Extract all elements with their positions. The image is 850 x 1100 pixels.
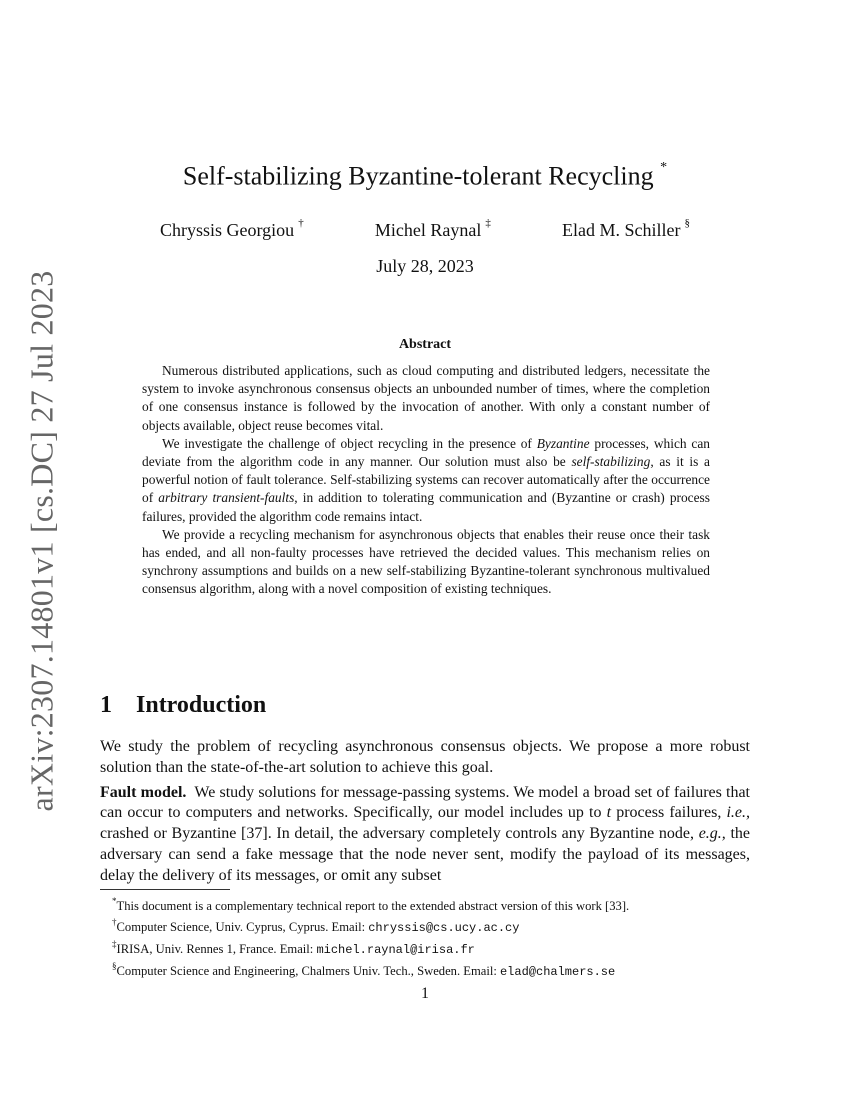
footnote-text: This document is a complementary technical report to the extended abstract version of this work [33]. <box>116 899 630 914</box>
paper-title-text: Self-stabilizing Byzantine-tolerant Recycling <box>182 161 654 191</box>
author-2 <box>375 214 491 242</box>
title-footnote-mark: * <box>660 160 668 175</box>
text-run: , in addition to tolerating communication and (Byzantine or crash) process failures, provided the algorithm code remains intact. <box>142 490 710 524</box>
section-body <box>100 737 750 891</box>
author-footnote-mark: † <box>298 217 304 229</box>
footnote-text: Computer Science, Univ. Cyprus, Cyprus. Email: <box>116 920 369 935</box>
fault-model-label: Fault model. <box>100 783 187 801</box>
abstract-paragraph-2 <box>142 435 710 526</box>
email-link[interactable]: michel.raynal@irisa.fr <box>316 943 475 958</box>
text-run: processes, which can deviate from the algorithm code in any manner. Our solution must also be <box>142 435 710 470</box>
text-run: the adversary can send a fake message that the node never sent, modify the payload of its messages, delay the delivery of its messages, or omit any subset <box>100 825 751 884</box>
footnote <box>100 959 750 981</box>
author-1 <box>160 214 304 242</box>
section-heading <box>100 690 266 720</box>
footnote-mark: § <box>112 960 117 971</box>
footnote <box>100 894 750 915</box>
author-name: Michel Raynal <box>374 220 482 240</box>
emphasis-byzantine: Byzantine <box>536 435 590 451</box>
email-link[interactable]: elad@chalmers.se <box>499 965 616 980</box>
footnote <box>100 915 750 937</box>
footnote-divider <box>100 889 230 890</box>
emphasis-ie: i.e., <box>726 804 750 822</box>
intro-paragraph: We study the problem of recycling asynchronous consensus objects. We propose a more robust solution than the state-of-the-art solution to achieve this goal. <box>100 738 750 776</box>
footnote <box>100 937 750 959</box>
footnote-text: IRISA, Univ. Rennes 1, France. Email: <box>116 942 317 957</box>
emphasis-transient-faults: arbitrary transient-faults <box>158 490 295 506</box>
footnote-mark: † <box>112 916 117 927</box>
author-name: Chryssis Georgiou <box>160 220 295 240</box>
emphasis-self-stabilizing: self-stabilizing <box>571 454 651 470</box>
abstract-body <box>142 362 710 599</box>
author-footnote-mark: ‡ <box>485 217 491 229</box>
abstract-paragraph-3: We provide a recycling mechanism for asynchronous objects that enables their reuse once their task has ended, and all non-faulty processes have retrieved the decided values. This mechanism relies on synchrony assumptions and builds on a new self-stabilizing Byzantine-tolerant synchronous multivalued consensus algorithm, along with a novel composition of existing techniques. <box>142 526 710 597</box>
footnote-mark: ‡ <box>112 938 117 949</box>
page-number: 1 <box>421 985 429 1002</box>
fault-model-paragraph <box>100 783 750 887</box>
math-variable-t: t <box>606 804 612 822</box>
footnotes <box>100 894 750 981</box>
section-title: Introduction <box>136 692 267 718</box>
arxiv-identifier: arXiv:2307.14801v1 [cs.DC] 27 Jul 2023 <box>23 270 60 812</box>
author-list <box>160 214 690 242</box>
paper-title <box>100 155 750 194</box>
text-run: We study solutions for message-passing systems. We model a broad set of failures that can occur to computers and networks. Specifically, our model includes up to <box>100 783 751 822</box>
text-run: We investigate the challenge of object recycling in the presence of <box>162 435 537 451</box>
author-name: Elad M. Schiller <box>562 220 681 240</box>
abstract-heading: Abstract <box>398 337 452 352</box>
author-3 <box>562 214 690 242</box>
footnote-mark: * <box>112 896 117 906</box>
email-link[interactable]: chryssis@cs.ucy.ac.cy <box>368 921 520 936</box>
text-run: process failures, <box>611 804 727 822</box>
footnote-text: Computer Science and Engineering, Chalmers Univ. Tech., Sweden. Email: <box>116 964 500 979</box>
text-run: , as it is a powerful notion of fault tolerance. Self-stabilizing systems can recover automatically after the occurrence of <box>142 454 710 506</box>
publication-date: July 28, 2023 <box>376 256 474 276</box>
emphasis-eg: e.g., <box>698 825 726 843</box>
text-run: crashed or Byzantine [37]. In detail, the adversary completely controls any Byzantine node, <box>100 825 699 843</box>
section-number: 1 <box>100 692 112 718</box>
author-footnote-mark: § <box>684 217 690 229</box>
abstract-paragraph-1: Numerous distributed applications, such as cloud computing and distributed ledgers, necessitate the system to invoke asynchronous consensus objects an unbounded number of times, where the completion of one consensus instance is followed by the invocation of another. With only a constant number of objects available, object reuse becomes vital. <box>142 363 710 433</box>
